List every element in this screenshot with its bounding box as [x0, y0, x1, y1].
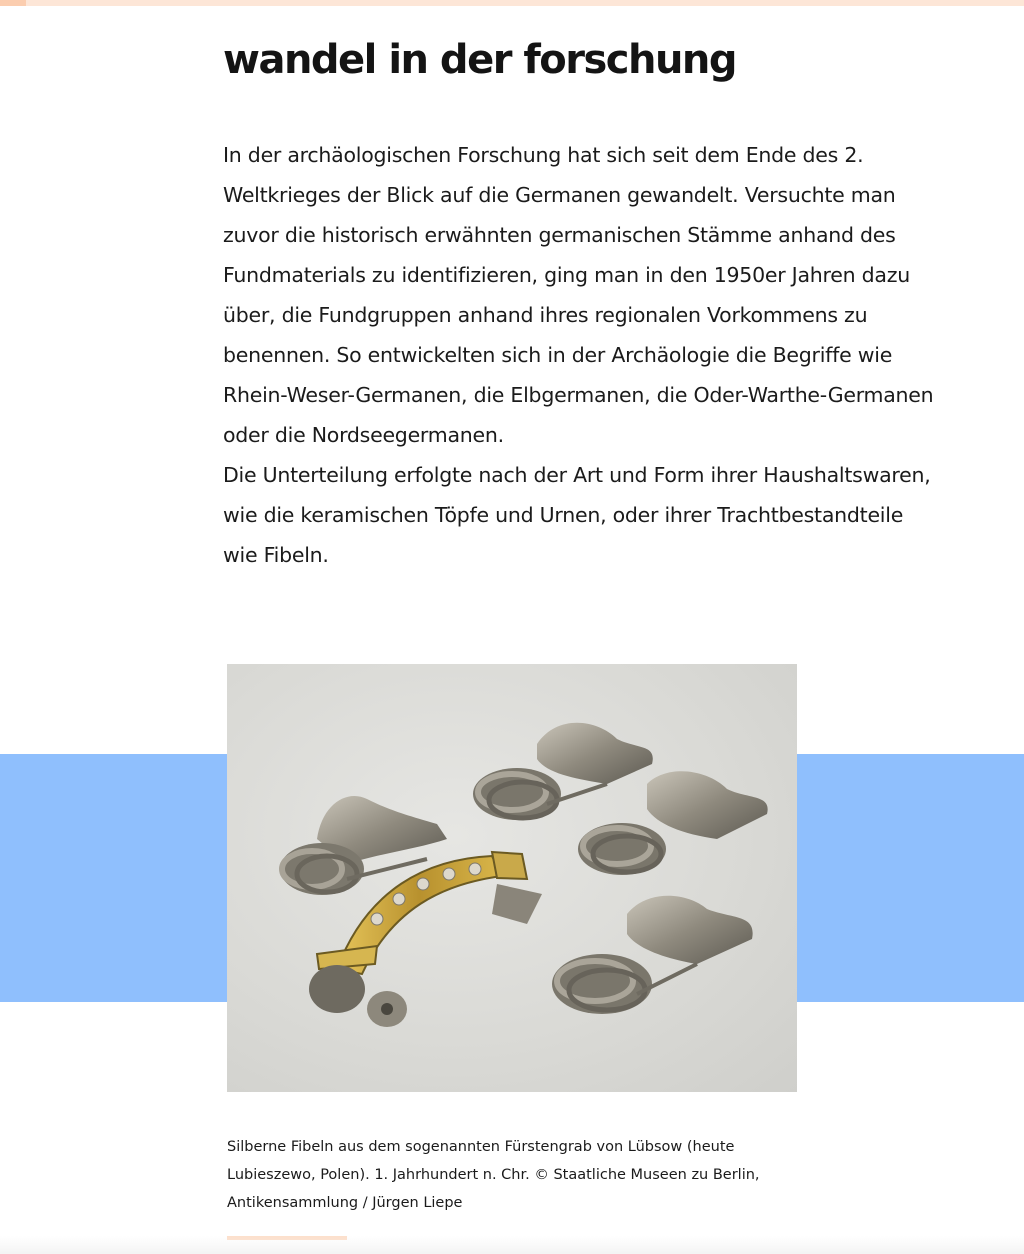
- fibula-bottom-right: [552, 896, 753, 1014]
- bottom-fade: [0, 1236, 1024, 1254]
- body-paragraph: Die Unterteilung erfolgte nach der Art und Form ihrer Haushaltswaren, wie die keramischen Töpfe und Urnen, oder ihrer Trachtbestandteile wie Fibeln.: [223, 463, 931, 567]
- fibula-top-right: [473, 723, 653, 820]
- reading-progress-fill: [0, 0, 26, 6]
- figure-caption: Silberne Fibeln aus dem sogenannten Fürstengrab von Lübsow (heute Lubieszewo, Polen). 1. Jahrhundert n. Chr. © Staatliche Museen zu Berlin, Antikensammlung / Jürgen Liepe: [227, 1139, 760, 1211]
- fibula-middle-right: [578, 771, 768, 875]
- section-title: wandel in der forschung: [223, 37, 737, 83]
- reading-progress-track: [0, 0, 1024, 6]
- fibulae-photo: [227, 664, 797, 1092]
- body-paragraph: In der archäologischen Forschung hat sich seit dem Ende des 2. Weltkrieges der Blick auf die Germanen gewandelt. Versuchte man zuvor die historisch erwähnten germanischen Stämme anhand des Fundmaterials zu identifizieren, ging man in den 1950er Jahren dazu über, die Fundgruppen anhand ihres regionalen Vorkommens zu benennen. So entwickelten sich in der Archäologie die Begriffe wie Rhein-Weser-Germanen, die Elbgermanen, die Oder-Warthe-Germanen oder die Nordseegermanen.: [223, 143, 934, 447]
- section-body: [223, 135, 943, 575]
